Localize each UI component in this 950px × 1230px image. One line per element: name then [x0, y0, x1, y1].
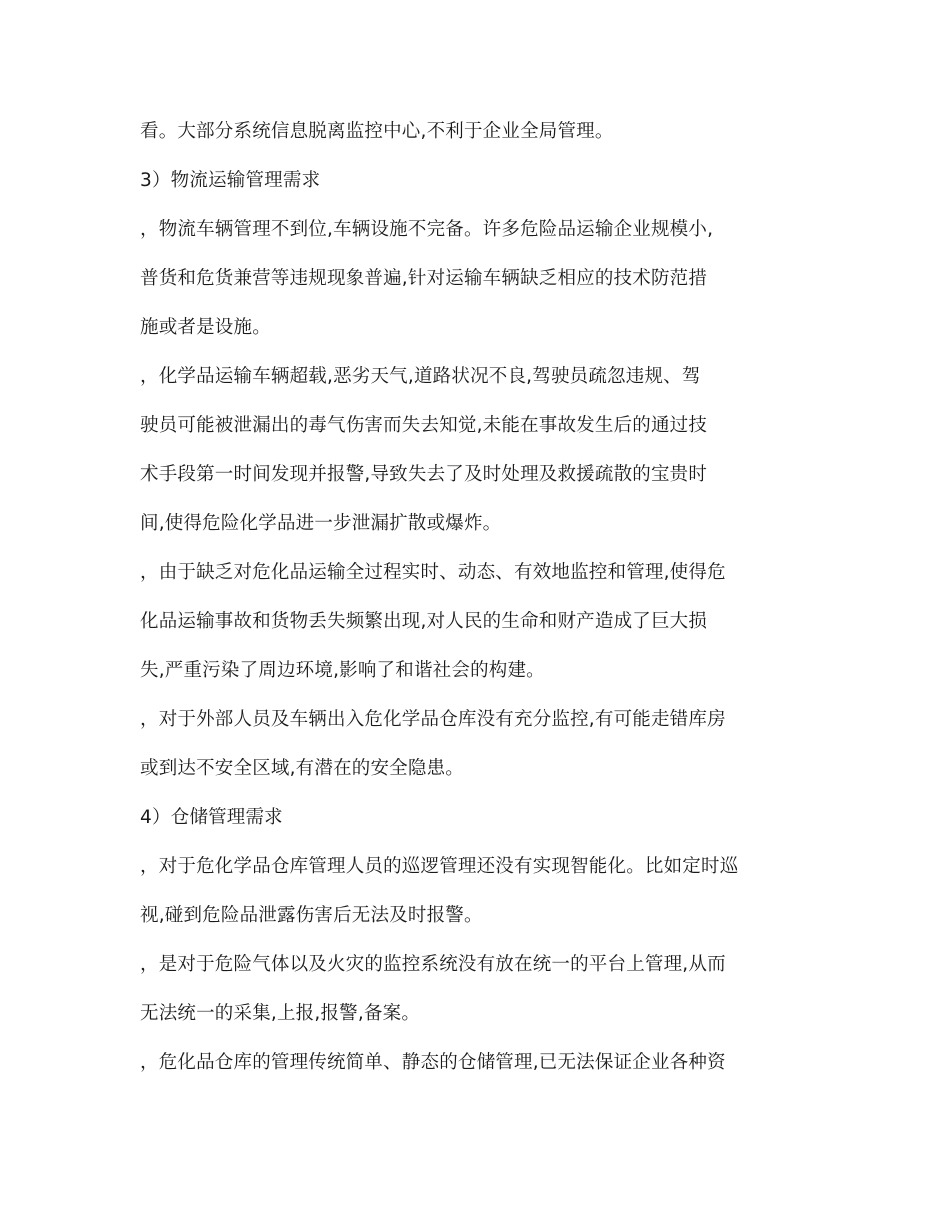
text-line: ，是对于危险气体以及火灾的监控系统没有放在统一的平台上管理,从而	[140, 954, 726, 975]
text-line: ，危化品仓库的管理传统简单、静态的仓储管理,已无法保证企业各种资	[140, 1052, 726, 1073]
text-line: 普货和危货兼营等违规现象普遍,针对运输车辆缺乏相应的技术防范措	[140, 268, 708, 289]
text-line: ，对于危化学品仓库管理人员的巡逻管理还没有实现智能化。比如定时巡	[140, 856, 739, 877]
text-line: ，由于缺乏对危化品运输全过程实时、动态、有效地监控和管理,使得危	[140, 562, 726, 583]
text-line: 驶员可能被泄漏出的毒气伤害而失去知觉,未能在事故发生后的通过技	[140, 415, 708, 436]
text-line: 或到达不安全区域,有潜在的安全隐患。	[140, 758, 464, 779]
text-line: ，化学品运输车辆超载,恶劣天气,道路状况不良,驾驶员疏忽违规、驾	[140, 366, 701, 387]
text-line: 无法统一的采集,上报,报警,备案。	[140, 1003, 421, 1024]
text-line: ，物流车辆管理不到位,车辆设施不完备。许多危险品运输企业规模小,	[140, 219, 714, 240]
text-line: 间,使得危险化学品进一步泄漏扩散或爆炸。	[140, 513, 502, 534]
section-heading-logistics: 3）物流运输管理需求	[140, 170, 321, 191]
text-line: 化品运输事故和货物丢失频繁出现,对人民的生命和财产造成了巨大损	[140, 611, 708, 632]
text-line: 术手段第一时间发现并报警,导致失去了及时处理及救援疏散的宝贵时	[140, 464, 708, 485]
body-text	[140, 112, 820, 1092]
text-line: 视,碰到危险品泄露伤害后无法及时报警。	[140, 905, 483, 926]
text-line: 失,严重污染了周边环境,影响了和谐社会的构建。	[140, 660, 545, 681]
text-line: ，对于外部人员及车辆出入危化学品仓库没有充分监控,有可能走错库房	[140, 709, 726, 730]
text-line: 施或者是设施。	[140, 317, 271, 338]
section-heading-storage: 4）仓储管理需求	[140, 807, 283, 828]
text-line: 看。大部分系统信息脱离监控中心,不利于企业全局管理。	[140, 121, 614, 142]
